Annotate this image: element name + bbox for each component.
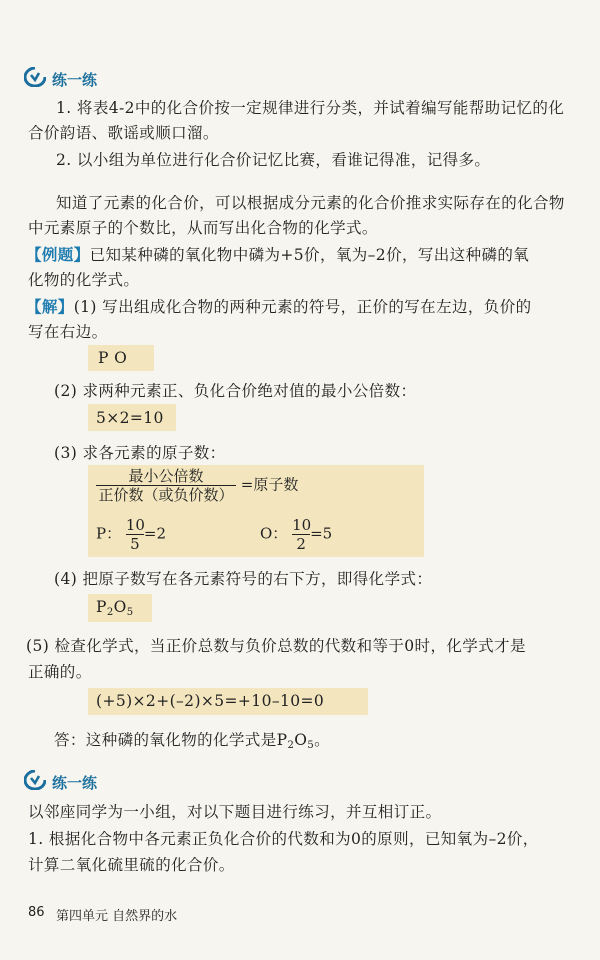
example-label: 【例题】 [26, 245, 90, 264]
o-numerator: 10 [292, 516, 312, 534]
o-result: =5 [310, 524, 333, 543]
section1-title: 练一练 [52, 71, 98, 89]
example [26, 243, 529, 265]
example-text-2: 化物的化学式。 [28, 271, 140, 289]
p-atom-calc [96, 517, 166, 552]
section1-item-1-cont: 合价韵语、歌谣或顺口溜。 [28, 124, 219, 142]
section1-item-1: 1. 将表4-2中的化合价按一定规律进行分类，并试着编写能帮助记忆的化 [56, 99, 565, 117]
p-denominator: 5 [130, 535, 140, 553]
practice-icon [24, 67, 46, 87]
intro-line-1: 知道了元素的化合价，可以根据成分元素的化合价推求实际存在的化合物 [56, 194, 565, 212]
p-numerator: 10 [125, 516, 145, 534]
practice-icon [24, 770, 46, 790]
section1-item-2: 2. 以小组为单位进行化合价记忆比赛，看谁记得准，记得多。 [56, 151, 491, 169]
answer: 答：这种磷的氧化物的化学式是$P_2O_5$。 [54, 731, 330, 751]
step-5-text: (5) 检查化学式，当正价总数与负价总数的代数和等于0时，化学式才是 [26, 637, 526, 655]
answer-prefix: 答：这种磷的氧化物的化学式是P [54, 731, 288, 749]
formula-denominator: 正价数（或负价数） [98, 486, 234, 504]
step-2-text: (2) 求两种元素正、负化合价绝对值的最小公倍数： [54, 382, 417, 400]
formula-text: $P_2O_5$ [96, 598, 134, 618]
p-label: P： [96, 524, 122, 543]
general-formula [96, 468, 298, 503]
solution-label: 【解】 [26, 297, 74, 316]
formula-equals: =原子数 [240, 475, 299, 494]
section2-intro: 以邻座同学为一小组，对以下题目进行练习，并互相订正。 [28, 803, 442, 821]
o-label: O： [260, 524, 288, 543]
o-denominator: 2 [296, 535, 306, 553]
page-number: 86 [28, 905, 45, 920]
lcm-text: 5×2=10 [96, 409, 164, 427]
section2-title: 练一练 [52, 774, 98, 792]
check-text: (+5)×2+(–2)×5=+10–10=0 [96, 692, 325, 710]
section2-item-1: 1. 根据化合物中各元素正负化合价的代数和为0的原则，已知氧为–2价， [28, 830, 539, 848]
step-4-text: (4) 把原子数写在各元素符号的右下方，即得化学式： [54, 570, 433, 588]
step-3-text: (3) 求各元素的原子数： [54, 444, 226, 462]
o-atom-calc [260, 517, 332, 552]
example-text-1: 已知某种磷的氧化物中磷为+5价，氧为–2价，写出这种磷的氧 [89, 246, 530, 264]
step-1-text: (1) 写出组成化合物的两种元素的符号，正价的写在左边，负价的 [73, 298, 532, 316]
intro-line-2: 中元素原子的个数比，从而写出化合物的化学式。 [28, 219, 378, 237]
p-result: =2 [143, 524, 166, 543]
step-1-cont: 写在右边。 [28, 323, 108, 341]
solution-step-1 [26, 295, 532, 317]
step-5-cont: 正确的。 [28, 663, 92, 681]
unit-title: 第四单元 自然界的水 [56, 909, 178, 924]
symbols-text: P O [98, 349, 128, 367]
formula-numerator: 最小公倍数 [128, 467, 204, 485]
section2-item-1-cont: 计算二氧化硫里硫的化合价。 [28, 856, 235, 874]
